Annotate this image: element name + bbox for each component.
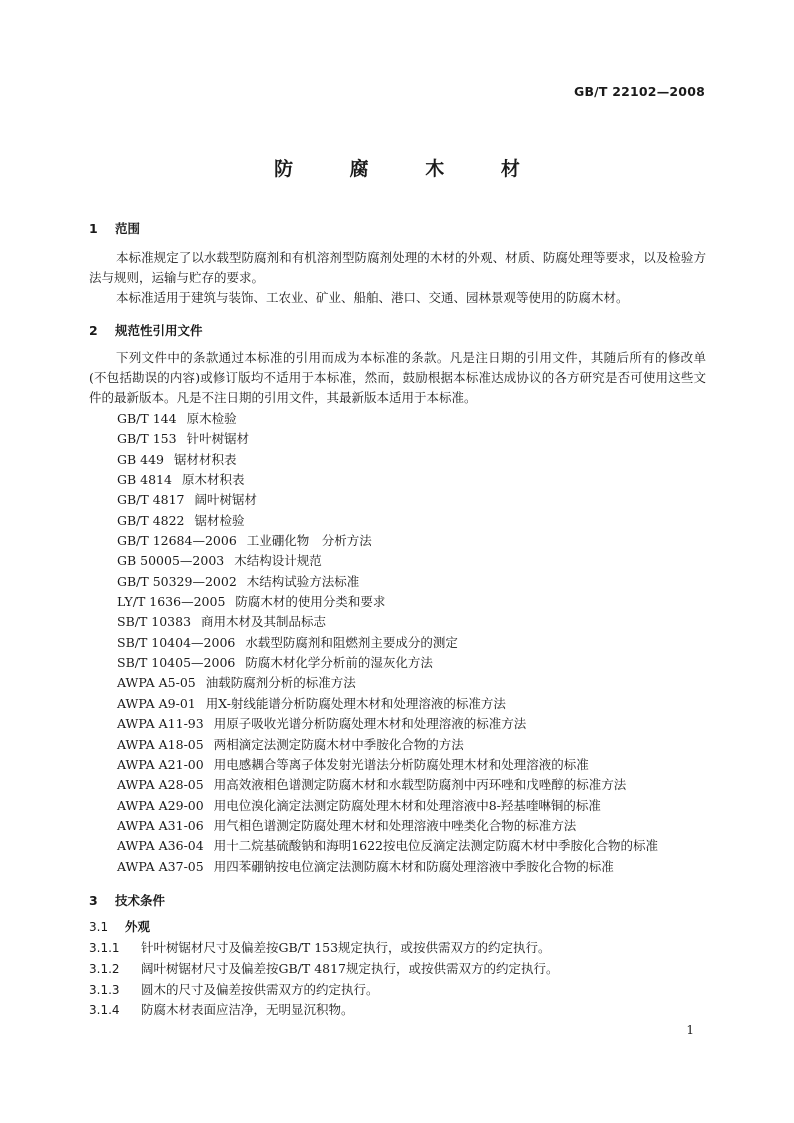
- reference-item: [117, 836, 658, 856]
- reference-code: GB/T 144: [117, 411, 177, 426]
- reference-item: [117, 572, 658, 592]
- reference-item: [117, 490, 658, 510]
- reference-code: AWPA A36-04: [117, 838, 204, 854]
- clause-number: 3.1.4: [89, 1003, 120, 1017]
- reference-item: [117, 612, 658, 632]
- reference-code: GB/T 50329—2002: [117, 573, 237, 589]
- reference-code: AWPA A9-01: [117, 695, 196, 711]
- reference-item: [117, 857, 658, 877]
- reference-title: 防腐木材的使用分类和要求: [235, 594, 386, 610]
- section-number: 1: [89, 221, 98, 236]
- clause-text: 阔叶树锯材尺寸及偏差按GB/T 4817规定执行，或按供需双方的约定执行。: [141, 961, 559, 976]
- reference-title: 原木材积表: [181, 472, 245, 488]
- reference-title: 用原子吸收光谱分析防腐处理木材和处理溶液的标准方法: [213, 716, 527, 732]
- standard-code: GB/T 22102—2008: [573, 84, 705, 99]
- reference-code: AWPA A11-93: [117, 716, 204, 732]
- reference-title: 用电位溴化滴定法测定防腐处理木材和处理溶液中8-羟基喹啉铜的标准: [213, 797, 601, 813]
- reference-item: [117, 755, 658, 775]
- reference-title: 阔叶树锯材: [194, 492, 258, 508]
- reference-title: 针叶树锯材: [186, 431, 250, 447]
- reference-title: 两相滴定法测定防腐木材中季胺化合物的方法: [213, 736, 464, 752]
- section-2-intro: 下列文件中的条款通过本标准的引用而成为本标准的条款。凡是注日期的引用文件，其随后所有的修改单(不包括勘误的内容)或修订版均不适用于本标准，然而，鼓励根据本标准达成协议的各方研究是否可使用这些文件的最新版本。凡是不注日期的引用文件，其最新版本适用于本标准。: [89, 350, 706, 405]
- clause-text: 圆木的尺寸及偏差按供需双方的约定执行。: [141, 982, 379, 997]
- section-title: 规范性引用文件: [115, 323, 203, 338]
- reference-title: 木结构设计规范: [234, 553, 322, 569]
- reference-code: SB/T 10383: [117, 614, 192, 630]
- reference-code: GB 4814: [117, 472, 172, 488]
- reference-code: AWPA A5-05: [117, 675, 196, 691]
- reference-item: [117, 551, 658, 571]
- reference-item: [117, 816, 658, 836]
- reference-title: 用高效液相色谱测定防腐木材和水载型防腐剂中丙环唑和戊唑醇的标准方法: [213, 777, 627, 793]
- section-1-paragraph-1: 本标准规定了以水载型防腐剂和有机溶剂型防腐剂处理的木材的外观、材质、防腐处理等要求，以及检验方法与规则，运输与贮存的要求。: [89, 250, 706, 285]
- clause-text: 针叶树锯材尺寸及偏差按GB/T 153规定执行，或按供需双方的约定执行。: [141, 940, 551, 955]
- section-2-heading: [89, 321, 203, 339]
- reference-title: 用十二烷基硫酸钠和海明1622按电位反滴定法测定防腐木材中季胺化合物的标准: [213, 838, 659, 854]
- section-3-heading: [89, 891, 165, 909]
- reference-item: [117, 735, 658, 755]
- clause-number: 3.1.1: [89, 941, 120, 955]
- subsection-title: 外观: [125, 919, 151, 934]
- section-number: 2: [89, 323, 98, 338]
- subsection-3-1-heading: [89, 917, 150, 937]
- clause-3-1-1: [89, 938, 551, 958]
- reference-item: [117, 653, 658, 673]
- reference-code: AWPA A28-05: [117, 777, 204, 793]
- reference-code: AWPA A31-06: [117, 817, 204, 833]
- section-title: 范围: [115, 221, 141, 236]
- reference-code: AWPA A18-05: [117, 736, 204, 752]
- reference-title: 工业硼化物 分析方法: [246, 533, 372, 549]
- reference-title: 水载型防腐剂和阻燃剂主要成分的测定: [245, 634, 458, 650]
- reference-item: [117, 633, 658, 653]
- reference-code: AWPA A37-05: [117, 858, 204, 874]
- reference-item: [117, 775, 658, 795]
- reference-code: GB 50005—2003: [117, 553, 225, 569]
- reference-code: GB/T 4817: [117, 492, 185, 508]
- clause-number: 3.1.2: [89, 962, 120, 976]
- reference-title: 原木检验: [186, 411, 237, 426]
- reference-item: [117, 796, 658, 816]
- reference-item: [117, 694, 658, 714]
- clause-3-1-3: [89, 980, 379, 1000]
- reference-title: 锯材材积表: [174, 451, 237, 467]
- reference-item: [117, 592, 658, 612]
- reference-code: GB/T 12684—2006: [117, 533, 237, 549]
- reference-title: 用气相色谱测定防腐处理木材和处理溶液中唑类化合物的标准方法: [213, 817, 577, 833]
- section-1-paragraph-2: 本标准适用于建筑与装饰、工农业、矿业、船舶、港口、交通、园林景观等使用的防腐木材。: [116, 290, 629, 305]
- reference-code: SB/T 10405—2006: [117, 655, 236, 671]
- reference-title: 用电感耦合等离子体发射光谱法分析防腐处理木材和处理溶液的标准: [213, 756, 589, 772]
- page-number: 1: [686, 1023, 694, 1037]
- reference-code: GB/T 4822: [117, 512, 185, 528]
- reference-item: [117, 409, 658, 429]
- clause-text: 防腐木材表面应洁净，无明显沉积物。: [141, 1002, 354, 1017]
- reference-title: 防腐木材化学分析前的湿灰化方法: [245, 655, 433, 671]
- section-title: 技术条件: [115, 893, 166, 908]
- subsection-number: 3.1: [89, 920, 109, 934]
- reference-item: [117, 714, 658, 734]
- clause-3-1-4: [89, 1000, 354, 1020]
- clause-3-1-2: [89, 959, 559, 979]
- reference-item: [117, 531, 658, 551]
- reference-item: [117, 450, 658, 470]
- reference-code: AWPA A29-00: [117, 797, 204, 813]
- reference-title: 油载防腐剂分析的标准方法: [205, 675, 356, 691]
- reference-item: [117, 470, 658, 490]
- document-title: 防 腐 木 材: [274, 158, 545, 180]
- reference-code: SB/T 10404—2006: [117, 634, 236, 650]
- reference-code: AWPA A21-00: [117, 756, 204, 772]
- clause-number: 3.1.3: [89, 983, 120, 997]
- reference-code: LY/T 1636—2005: [117, 594, 226, 610]
- reference-item: [117, 673, 658, 693]
- section-1-heading: [89, 219, 140, 237]
- normative-references-list: [117, 409, 658, 877]
- reference-item: [117, 429, 658, 449]
- reference-title: 商用木材及其制品标志: [201, 614, 327, 630]
- section-number: 3: [89, 893, 98, 908]
- reference-title: 锯材检验: [194, 512, 245, 528]
- reference-code: GB/T 153: [117, 431, 177, 447]
- reference-title: 用四苯硼钠按电位滴定法测防腐木材和防腐处理溶液中季胺化合物的标准: [213, 858, 614, 874]
- reference-title: 木结构试验方法标准: [246, 573, 360, 589]
- reference-title: 用X-射线能谱分析防腐处理木材和处理溶液的标准方法: [205, 695, 506, 711]
- reference-code: GB 449: [117, 451, 165, 467]
- reference-item: [117, 511, 658, 531]
